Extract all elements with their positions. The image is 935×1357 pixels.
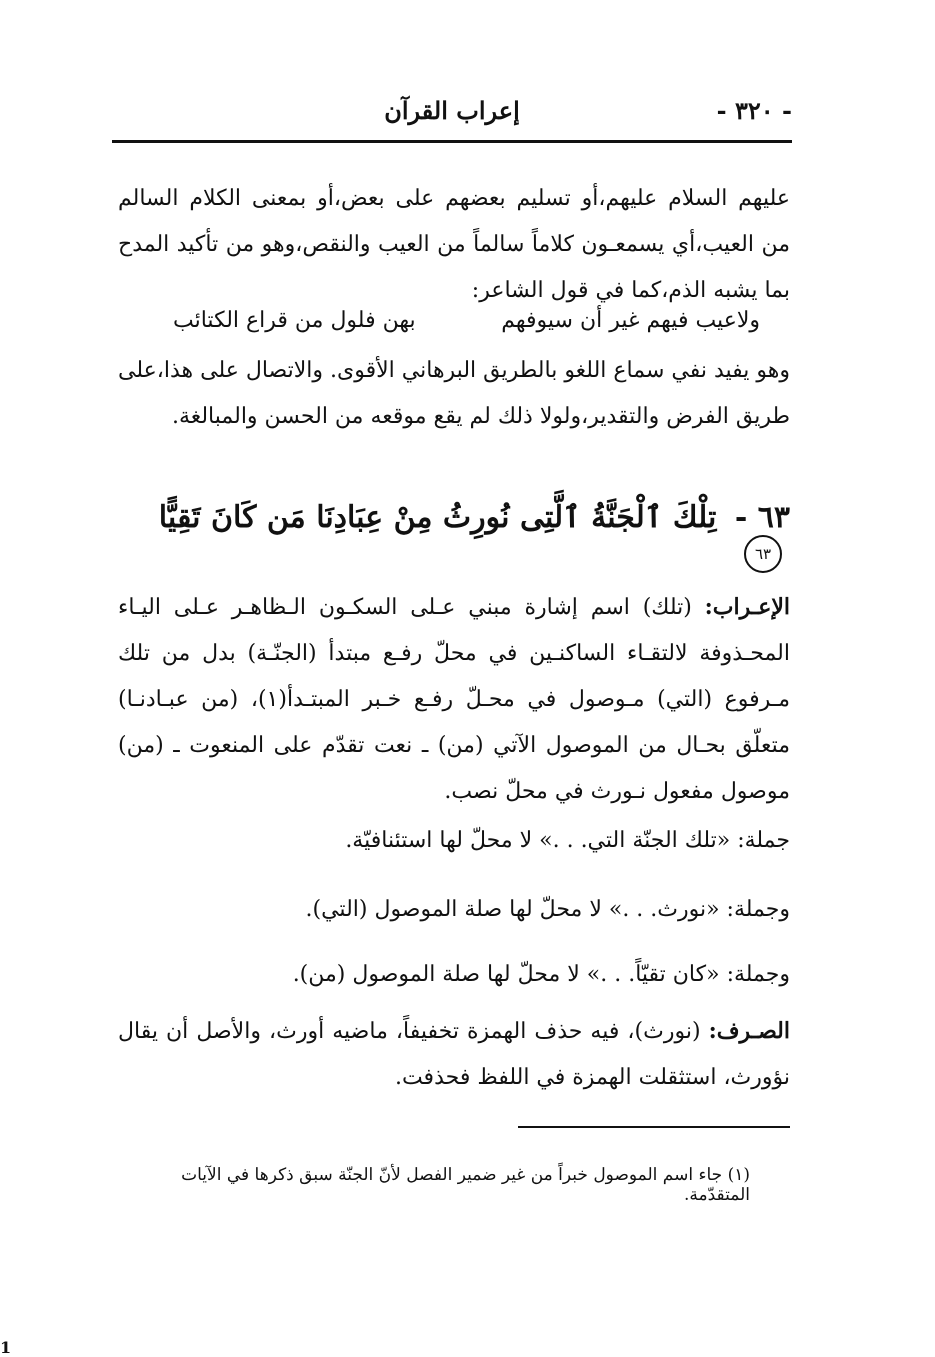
poem-verse bbox=[118, 308, 790, 348]
verse-number: ٦٣ - bbox=[734, 500, 790, 535]
corner-mark: 1 bbox=[0, 1338, 12, 1357]
i3rab-section bbox=[118, 584, 790, 815]
i3rab-text: (تلك) اسم إشارة مبني عـلى السكـون الـظاهـر عـلى اليـاء المحـذوفة لالتقـاء الساكنـين في محلّ رفـع مبتدأ (الجنّـة) بدل من تلك مـرفوع (التي) مـوصول في محـلّ رفـع خـبر المبتـدأ(١)، (من عبـادنـا) متعلّق بحـال من الموصول الآتي (من) ـ نعت تقدّم على المنعوت ـ (من) موصول مفعول نـورث في محلّ نصب. bbox=[118, 595, 791, 804]
header-rule bbox=[112, 140, 792, 143]
poem-hemistich-right: ولاعيب فيهم غير أن سيوفهم bbox=[501, 308, 760, 333]
sarf-section bbox=[118, 1008, 790, 1101]
ayah-end-mark: ٦٣ bbox=[744, 535, 782, 573]
poem-hemistich-left: بهن فلول من قراع الكتائب bbox=[173, 308, 416, 333]
jumla-line-1: جملة: «تلك الجنّة التي. . .» لا محلّ لها استئنافيّة. bbox=[345, 828, 790, 853]
book-title: إعراب القرآن bbox=[384, 96, 520, 125]
quran-verse bbox=[118, 500, 790, 563]
verse-text: تِلْكَ ٱلْجَنَّةُ ٱلَّتِى نُورِثُ مِنْ عِبَادِنَا مَن كَانَ تَقِيًّا bbox=[158, 500, 717, 535]
paragraph-continuation: عليهم السلام عليهم،أو تسليم بعضهم على بعض،أو بمعنى الكلام السالم من العيب،أي يسمعـون كلاماً سالماً من العيب والنقص،وهو من تأكيد المدح بما يشبه الذم،كما في قول الشاعر: bbox=[118, 186, 790, 303]
sarf-text: (نورث)، فيه حذف الهمزة تخفيفاً، ماضيه أورث، والأصل أن يقال نؤورث، استثقلت الهمزة في اللفظ فحذفت. bbox=[118, 1019, 790, 1090]
i3rab-label: الإعـراب: bbox=[704, 594, 790, 620]
page-number: - ٣٢٠ - bbox=[716, 96, 792, 125]
footnote: (١) جاء اسم الموصول خبراً من غير ضمير الفصل لأنّ الجنّة سبق ذكرها في الآيات المتقدّمة. bbox=[181, 1165, 750, 1205]
jumla-line-3: وجملة: «كان تقيّاً. . .» لا محلّ لها صلة الموصول (من). bbox=[292, 962, 790, 987]
page-header bbox=[112, 92, 792, 134]
footnote-rule bbox=[518, 1126, 790, 1128]
paragraph-explanation: وهو يفيد نفي سماع اللغو بالطريق البرهاني الأقوى. والاتصال على هذا،على طريق الفرض والتقدير،ولولا ذلك لم يقع موقعه من الحسن والمبالغة. bbox=[118, 358, 790, 429]
jumla-line-2: وجملة: «نورث. . .» لا محلّ لها صلة الموصول (التي). bbox=[305, 897, 790, 922]
sarf-label: الصـرف: bbox=[708, 1018, 790, 1044]
